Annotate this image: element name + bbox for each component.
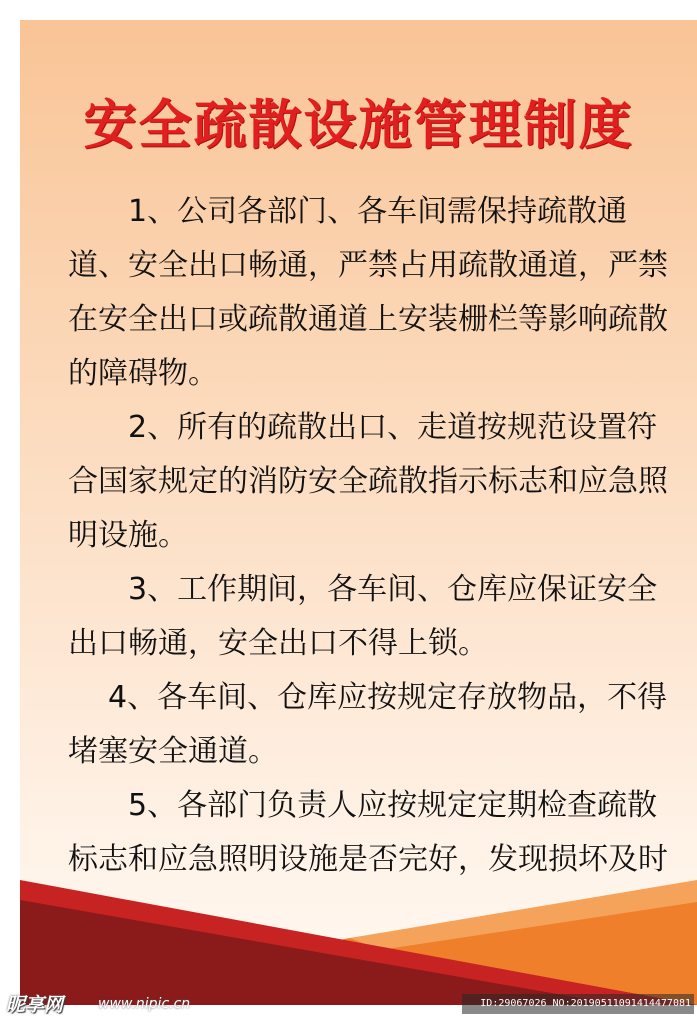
poster-title: 安全疏散设施管理制度 xyxy=(83,95,634,156)
poster-board xyxy=(20,20,697,1005)
bottom-decoration xyxy=(20,880,697,1005)
regulation-item-2: 2、所有的疏散出口、走道按规范设置符合国家规定的消防安全疏散指示标志和应急照明设施。 xyxy=(68,410,668,553)
regulation-item-5: 5、各部门负责人应按规定定期检查疏散标志和应急照明设施是否完好，发现损坏及时 xyxy=(68,788,668,877)
watermark-logo: 昵享网 xyxy=(6,994,64,1016)
regulation-body xyxy=(68,185,668,941)
regulation-item-3: 3、工作期间，各车间、仓库应保证安全出口畅通，安全出口不得上锁。 xyxy=(68,572,658,661)
regulation-item-1: 1、公司各部门、各车间需保持疏散通道、安全出口畅通，严禁占用疏散通道，严禁在安全出口或疏散通道上安装栅栏等影响疏散的障碍物。 xyxy=(68,194,668,391)
image-id-label: ID:29067026 NO:20190511091414477081 xyxy=(462,994,694,1014)
regulation-item-4: 4、各车间、仓库应按规定存放物品，不得堵塞安全通道。 xyxy=(68,680,668,769)
watermark-url: www.nipic.cn xyxy=(98,996,191,1012)
